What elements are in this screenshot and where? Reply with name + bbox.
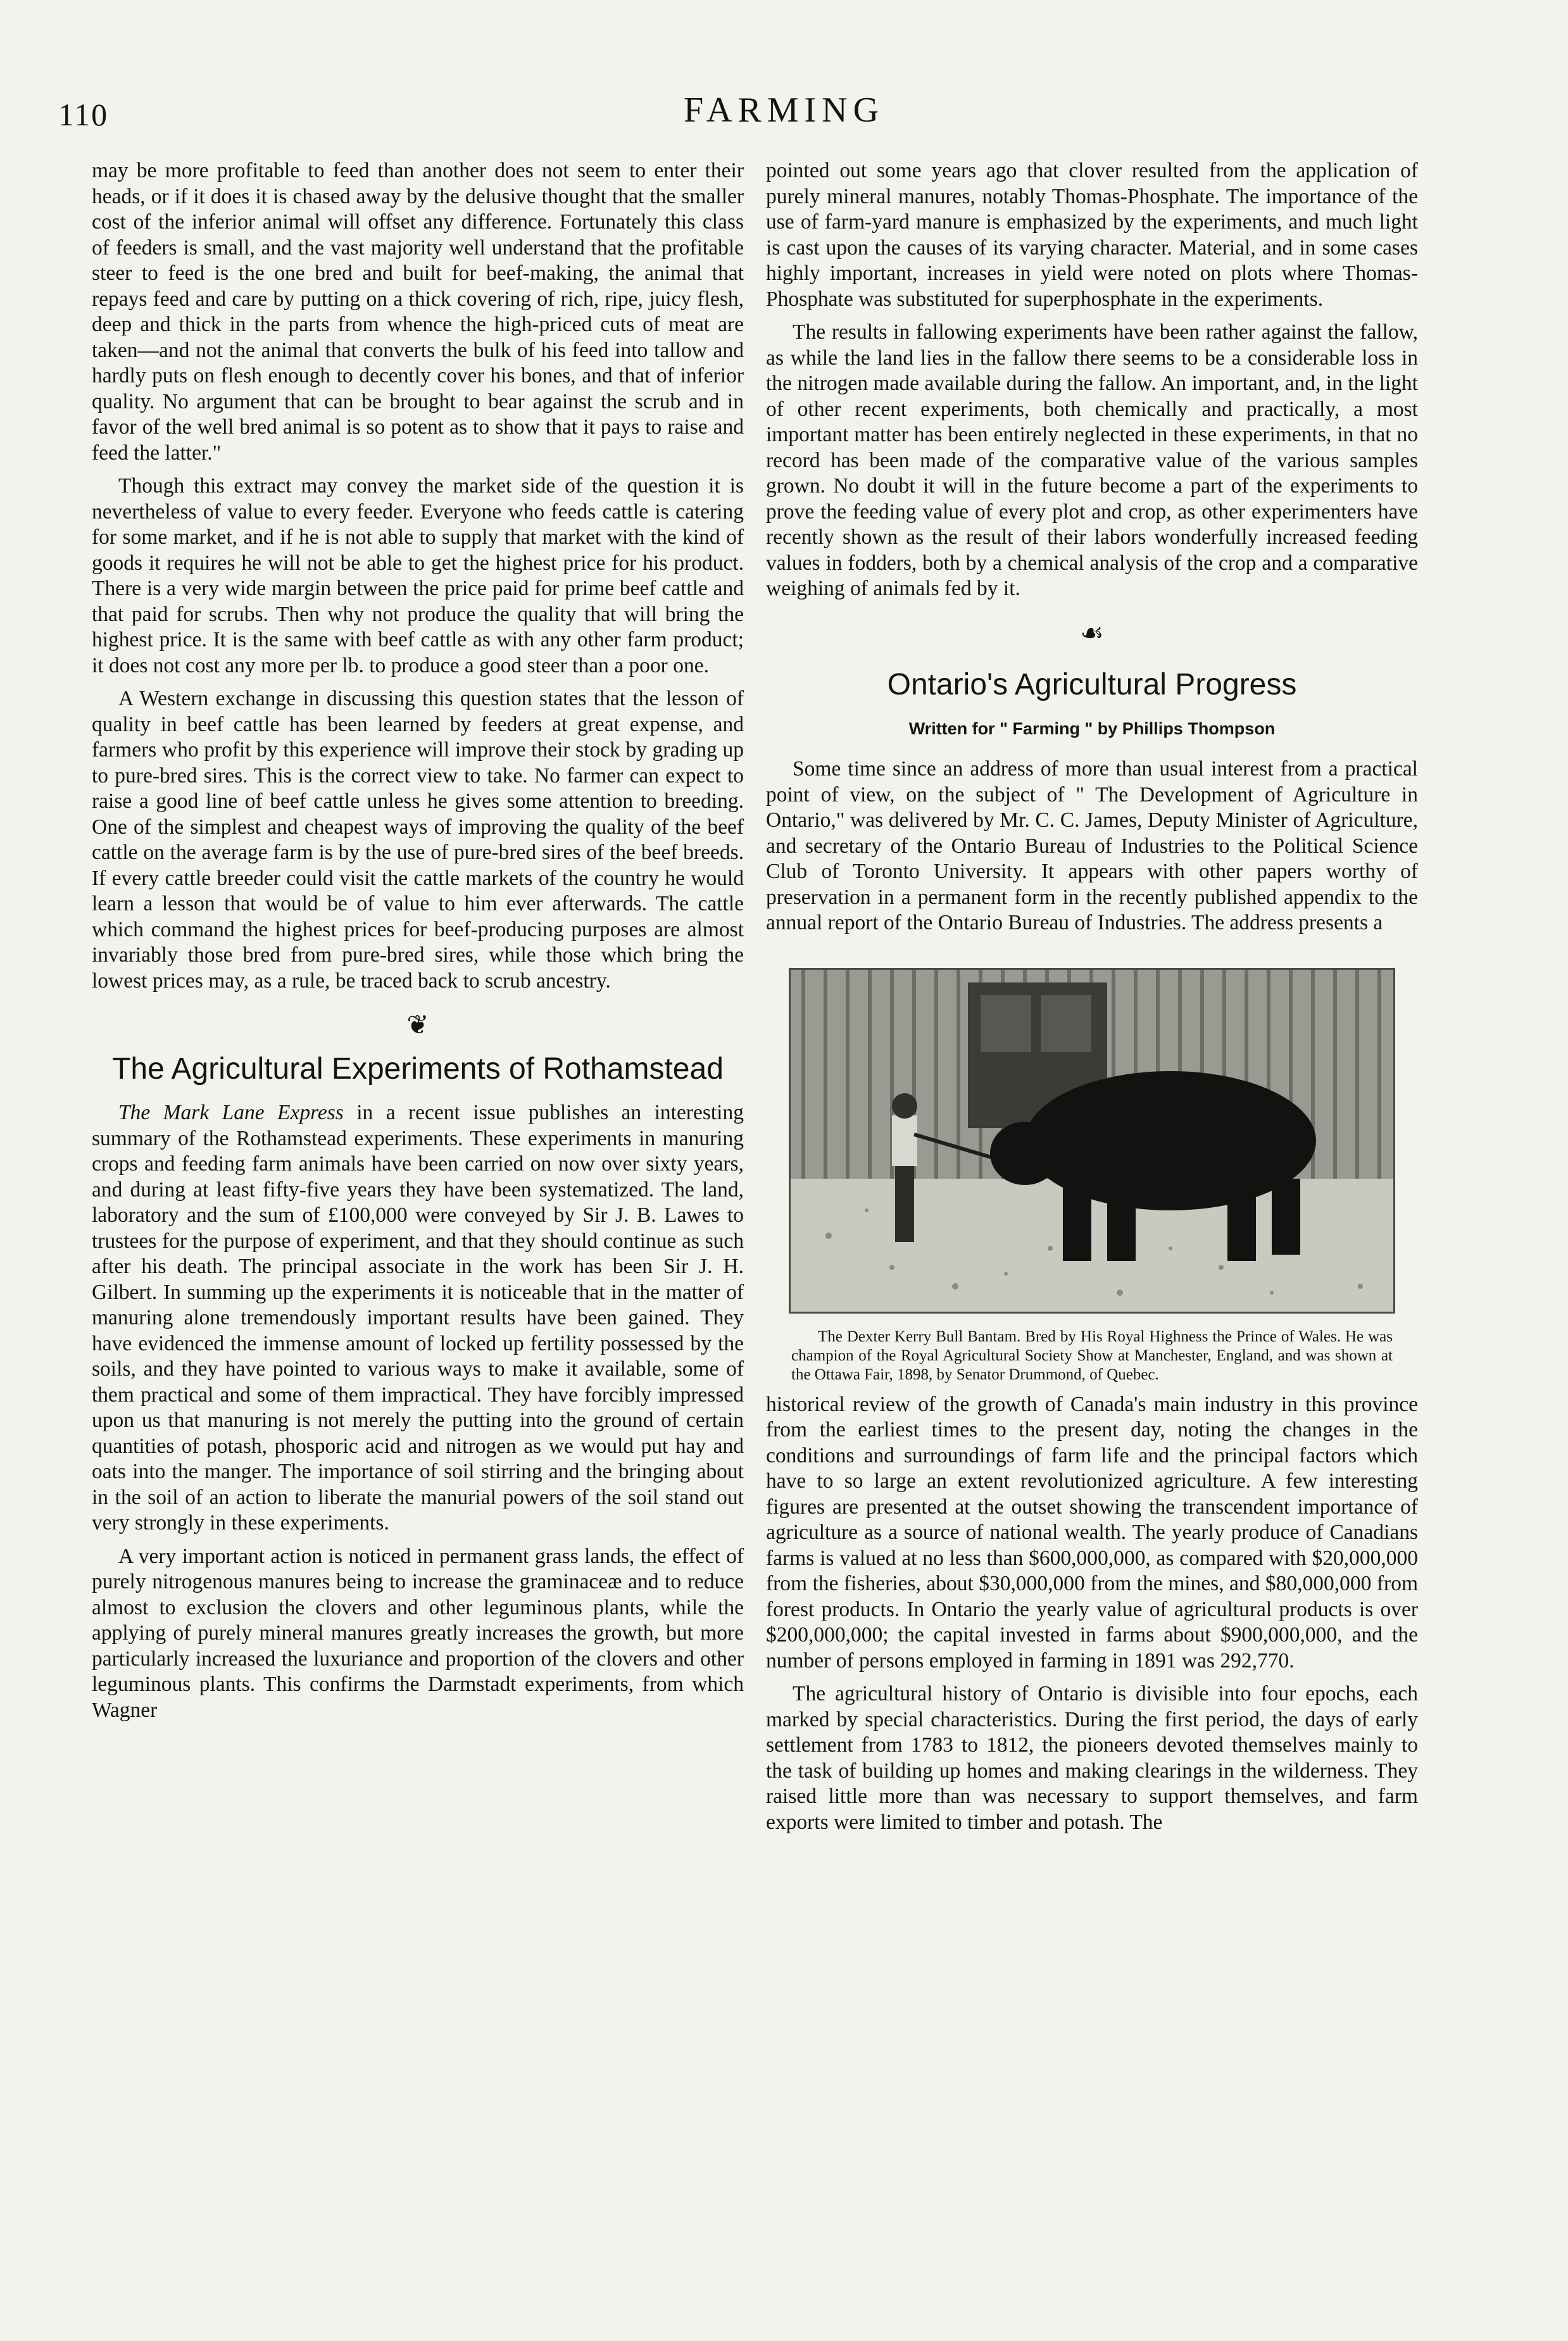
paragraph: A Western exchange in discussing this question states that the lesson of quality in beef cattle has been learned by feeders at great expense, and farmers who profit by this experience will improve their stock by grading up to pure-bred sires. This is the correct view to take. No farmer can expect to raise a good line of beef cattle unless he gives some attention to breeding. One of the simplest and cheapest ways of improving the quality of the beef cattle on the average farm is by the use of pure-bred sires of the beef breeds. If every cattle breeder could visit the cattle markets of the country he would learn a lesson that would be of value to him ever afterwards. The cattle which command the highest prices for beef-producing purposes are almost invariably those bred from pure-bred sires, while those which bring the lowest prices may, as a rule, be traced back to scrub ancestry. <box>92 687 744 993</box>
bull-photo-illustration <box>791 970 1393 1312</box>
paragraph: Though this extract may convey the market side of the question it is nevertheless of value to every feeder. Everyone who feeds cattle is catering for some market, and if he is not able to supply that market with the kind of goods it requires he will not be able to get the highest price for his product. There is a very wide margin between the price paid for prime beef cattle and that paid for scrubs. Then why not produce the quality that will bring the highest price. It is the same with beef cattle as with any other farm product; it does not cost any more per lb. to produce a good steer than a poor one. <box>92 474 744 677</box>
article-title-rothamstead: The Agricultural Experiments of Rothamstead <box>112 1052 724 1086</box>
paragraph: The agricultural history of Ontario is divisible into four epochs, each marked by special characteristics. During the first period, the days of early settlement from 1783 to 1812, the pioneers devoted themselves mainly to the task of building up homes and making clearings in the wilderness. They raised little more than was necessary to support themselves, and farm exports were limited to timber and potash. The <box>766 1682 1418 1834</box>
byline: Written for " Farming " by Phillips Thompson <box>908 719 1276 738</box>
paragraph: A very important action is noticed in permanent grass lands, the effect of purely nitrogenous manures being to increase the graminaceæ and to reduce almost to exclusion the clovers and other leguminous plants, while the applying of purely mineral manures greatly increases the growth, but more particularly increased the luxuriance and proportion of the clovers and other leguminous plants. This confirms the Darmstadt experiments, from which Wagner <box>92 1544 744 1722</box>
paragraph: Some time since an address of more than usual interest from a practical point of view, on the subject of " The Development of Agriculture in Ontario," was delivered by Mr. C. C. James, Deputy Minister of Agriculture, and secretary of the Ontario Bureau of Industries to the Political Science Club of Toronto University. It appears with other papers worthy of preservation in a permanent form in the recently published appendix to the annual report of the Ontario Bureau of Industries. The address presents a <box>766 757 1418 934</box>
ornament-icon: ❦ <box>406 1011 429 1040</box>
ornament-icon: ☙ <box>1080 618 1104 648</box>
left-column <box>92 158 744 2298</box>
paragraph: may be more profitable to feed than another does not seem to enter their heads, or if it does it is chased away by the delusive thought that the smaller cost of the inferior animal will offset any difference. Fortunately this class of feeders is small, and the vast majority well understand that the profitable steer to feed is the one bred and built for beef-making, the animal that repays feed and care by putting on a thick covering of rich, ripe, juicy flesh, deep and thick in the parts from whence the high-priced cuts of meat are taken—and not the animal that converts the bulk of his feed into tallow and hardly puts on flesh enough to decently cover his bones, and that of inferior quality. No argument that can be brought to bear against the scrub and in favor of the well bred animal is so potent as to show that it pays to raise and feed the latter." <box>92 159 744 465</box>
right-column <box>766 158 1418 2298</box>
paragraph: pointed out some years ago that clover resulted from the application of purely mineral manures, notably Thomas-Phosphate. The importance of the use of farm-yard manure is emphasized by the experiments, and much light is cast upon the causes of its varying character. Material, and in some cases highly important, increases in yield were noted on plots where Thomas-Phosphate was substituted for superphosphate in the experiments. <box>766 159 1418 311</box>
bull-photograph <box>789 968 1395 1314</box>
paragraph-text: in a recent issue publishes an interesting summary of the Rothamstead experiments. These experiments in manuring crops and feeding farm animals have been carried on now over sixty years, and during at least fifty-five years they have been systematized. The land, laboratory and the sum of £100,000 were conveyed by Sir J. B. Lawes to trustees for the purpose of experiment, and that they should continue as such after his death. The principal associate in the work has been Sir J. H. Gilbert. In summing up the experiments it is noticeable that in the matter of manuring alone tremendously important results have been gained. They have evidenced the immense amount of locked up fertility possessed by the soils, and they have pointed to various ways to make it available, some of them practical and some of them impractical. They have forcibly impressed upon us that manuring is not merely the putting into the ground of certain quantities of potash, phosporic acid and nitrogen as we would put hay and oats into the manger. The importance of soil stirring and the bringing about in the soil of an action to liberate the manurial powers of the soil stand out very strongly in these experiments. <box>92 1101 744 1535</box>
paragraph <box>92 1100 744 1536</box>
article-title-ontario: Ontario's Agricultural Progress <box>887 667 1297 701</box>
page-number: 110 <box>58 97 109 132</box>
publication-name: The Mark Lane Express <box>118 1101 344 1124</box>
paragraph: The results in fallowing experiments have been rather against the fallow, as while the land lies in the fallow there seems to be a considerable loss in the nitrogen made available during the fallow. An important, and, in the light of other recent experiments, both chemically and practically, a most important matter has been entirely neglected in these experiments, in that no record has been made of the comparative value of the various samples grown. No doubt it will in the future become a part of the experiments to prove the feeding value of every plot and crop, as other experimenters have recently shown as the result of their labors wonderfully increased feeding values in fodders, both by a chemical analysis of the crop and a comparative weighing of animals fed by it. <box>766 320 1418 600</box>
photo-caption: The Dexter Kerry Bull Bantam. Bred by His Royal Highness the Prince of Wales. He was champion of the Royal Agricultural Society Show at Manchester, England, and was shown at the Ottawa Fair, 1898, by Senator Drummond, of Quebec. <box>791 1327 1393 1383</box>
paragraph: historical review of the growth of Canada's main industry in this province from the earliest times to the present day, noting the changes in the conditions and surroundings of farm life and the principal factors which have to so large an extent revolutionized agriculture. A few interesting figures are presented at the outset showing the transcendent importance of agriculture as a source of national wealth. The yearly produce of Canadians farms is valued at no less than $600,000,000, as compared with $20,000,000 from the fisheries, about $30,000,000 from the mines, and $80,000,000 from forest products. In Ontario the yearly value of agricultural products is over $200,000,000; the capital invested in farms about $900,000,000, and the number of persons employed in farming in 1891 was 292,770. <box>766 1392 1418 1673</box>
running-head: FARMING <box>683 91 885 130</box>
